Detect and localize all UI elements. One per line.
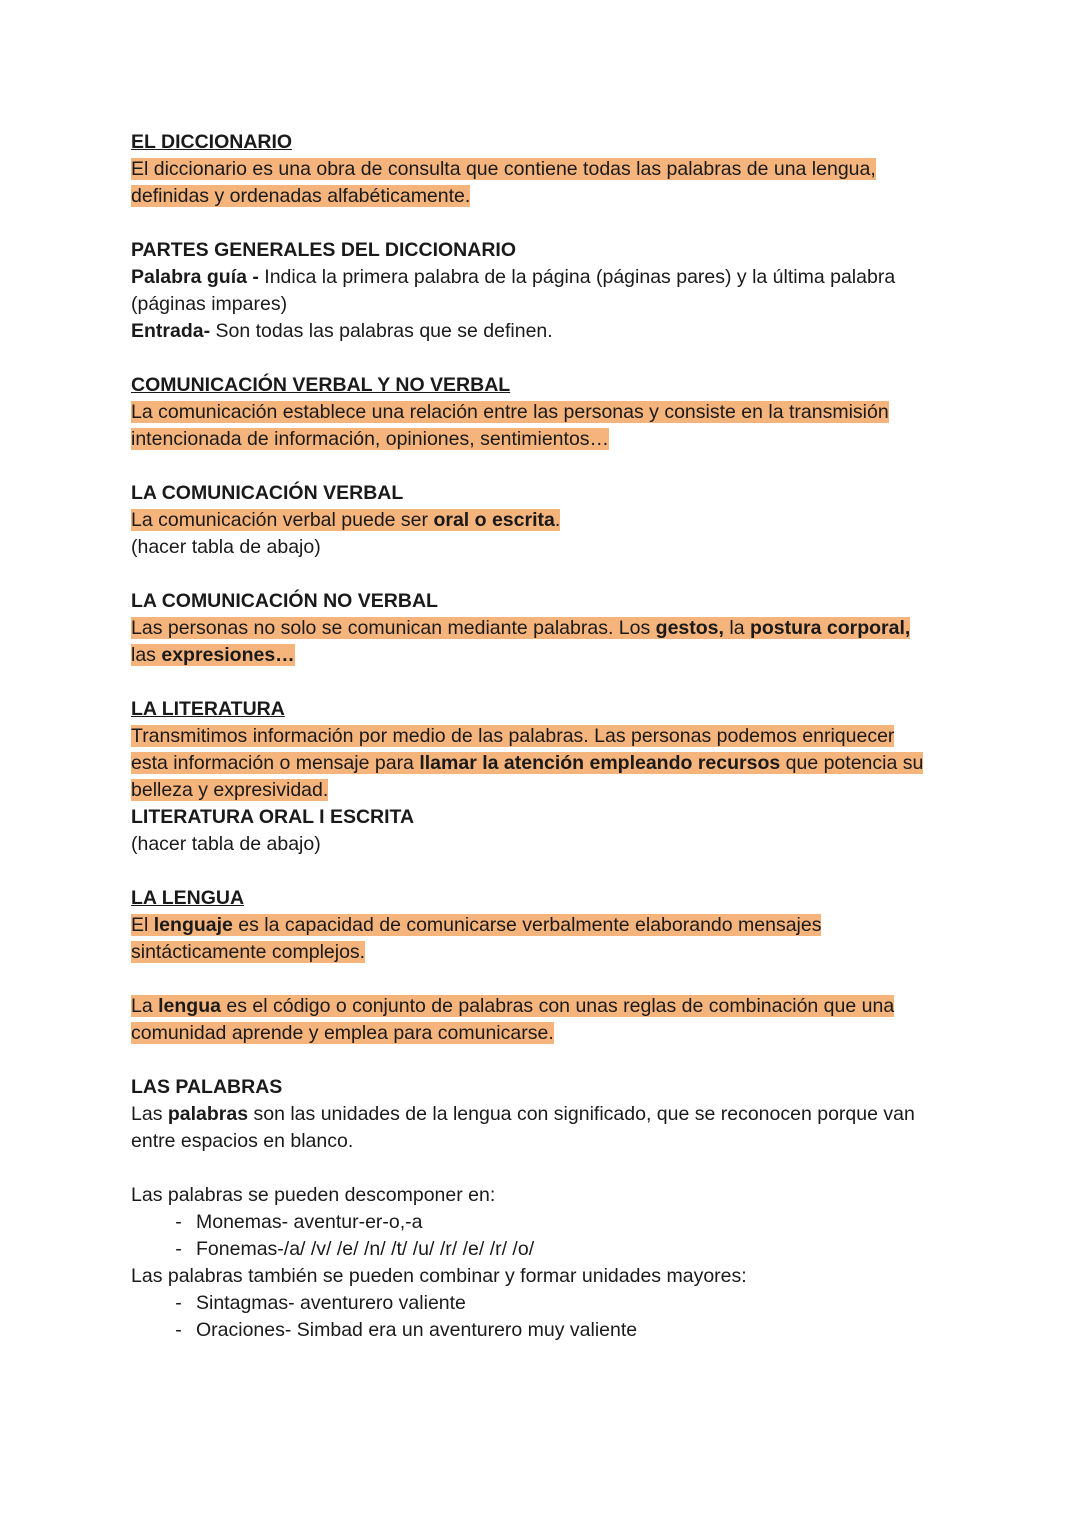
paragraph-line: Las palabras son las unidades de la lengua con significado, que se reconocen porque van [131,1103,915,1125]
dash-bullet: - [175,1211,182,1233]
highlight: La comunicación establece una relación entre las personas y consiste en la transmisión [131,401,889,423]
dash-bullet: - [175,1238,182,1260]
heading-comunicacion: COMUNICACIÓN VERBAL Y NO VERBAL [131,374,511,396]
highlighted-line [131,777,961,804]
heading-el-diccionario: EL DICCIONARIO [131,131,293,153]
heading-lengua: LA LENGUA [131,887,245,909]
highlighted-line [131,912,961,939]
heading-literatura: LA LITERATURA [131,698,285,720]
highlighted-line [131,723,961,750]
highlighted-line [131,156,961,183]
list-item: - Oraciones- Simbad era un aventurero muy valiente [131,1317,961,1344]
definition: Son todas las palabras que se definen. [210,320,553,342]
term: Entrada- [131,320,211,342]
paragraph-line: entre espacios en blanco. [131,1130,354,1152]
highlighted-line [131,507,961,534]
heading-palabras: LAS PALABRAS [131,1076,283,1098]
note: (hacer tabla de abajo) [131,536,321,558]
highlighted-line [131,183,961,210]
heading-partes-generales: PARTES GENERALES DEL DICCIONARIO [131,239,516,261]
definition-continuation: (páginas impares) [131,293,288,315]
dash-bullet: - [175,1319,182,1341]
highlight: intencionada de información, opiniones, sentimientos… [131,428,610,450]
highlight: definidas y ordenadas alfabéticamente. [131,185,471,207]
list-item: - Sintagmas- aventurero valiente [131,1290,961,1317]
heading-comunicacion-verbal: LA COMUNICACIÓN VERBAL [131,482,404,504]
definition: Indica la primera palabra de la página (páginas pares) y la última palabra [258,266,896,288]
highlight: comunidad aprende y emplea para comunicarse. [131,1022,554,1044]
highlight: El lenguaje es la capacidad de comunicarse verbalmente elaborando mensajes [131,914,822,936]
document-content [131,129,961,1344]
note: (hacer tabla de abajo) [131,833,321,855]
highlighted-line [131,939,961,966]
dash-bullet: - [175,1292,182,1314]
highlight: belleza y expresividad. [131,779,329,801]
highlight: El diccionario es una obra de consulta que contiene todas las palabras de una lengua, [131,158,876,180]
highlight: las expresiones… [131,644,295,666]
highlight: La comunicación verbal puede ser oral o escrita. [131,509,561,531]
term: Palabra guía - [131,266,259,288]
highlighted-line [131,1020,961,1047]
subheading-literatura-oral: LITERATURA ORAL I ESCRITA [131,806,415,828]
highlight: La lengua es el código o conjunto de palabras con unas reglas de combinación que una [131,995,895,1017]
list-intro: Las palabras se pueden descomponer en: [131,1184,496,1206]
definition-palabra-guia [131,264,961,291]
list-item: - Fonemas-/a/ /v/ /e/ /n/ /t/ /u/ /r/ /e/ /r/ /o/ [131,1236,961,1263]
highlighted-line [131,750,961,777]
highlighted-line [131,615,961,642]
list-item: - Monemas- aventur-er-o,-a [131,1209,961,1236]
definition-entrada [131,318,961,345]
highlight: Las personas no solo se comunican mediante palabras. Los gestos, la postura corporal, [131,617,911,639]
highlighted-line [131,993,961,1020]
highlighted-line [131,399,961,426]
highlight: Transmitimos información por medio de las palabras. Las personas podemos enriquecer [131,725,895,747]
highlighted-line [131,642,961,669]
highlight: esta información o mensaje para llamar la atención empleando recursos que potencia su [131,752,924,774]
highlighted-line [131,426,961,453]
list-intro: Las palabras también se pueden combinar y formar unidades mayores: [131,1265,747,1287]
heading-comunicacion-no-verbal: LA COMUNICACIÓN NO VERBAL [131,590,438,612]
highlight: sintácticamente complejos. [131,941,366,963]
